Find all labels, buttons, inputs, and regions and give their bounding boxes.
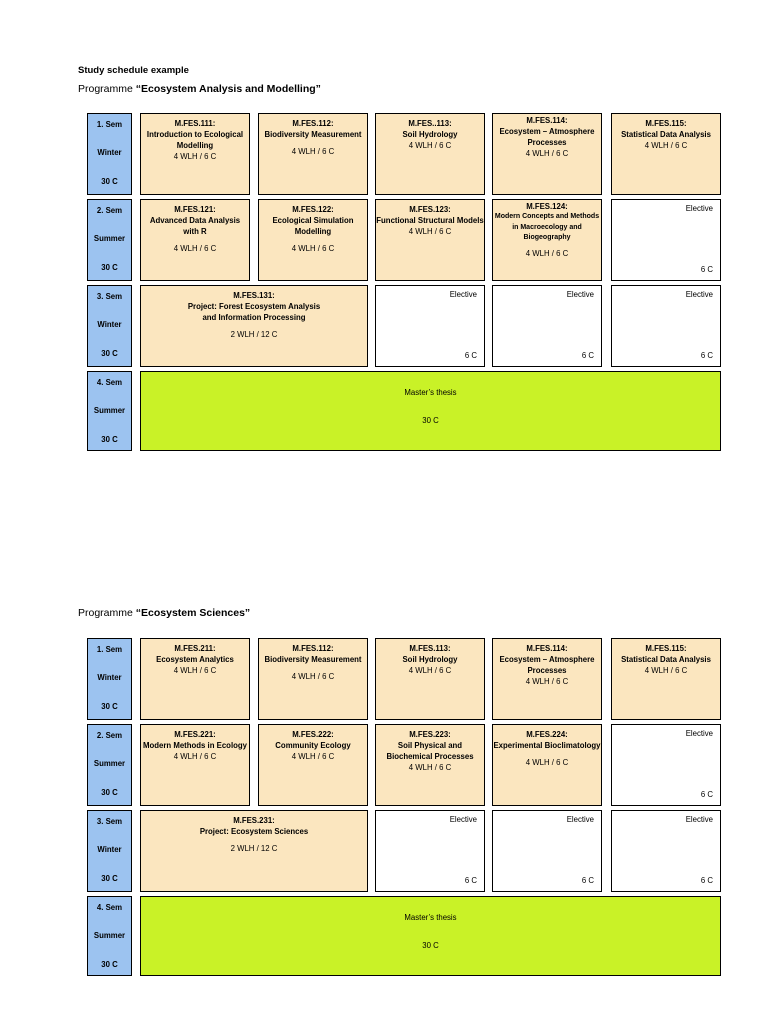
- semester-cell: [87, 896, 132, 976]
- elective-label: Elective: [685, 729, 713, 738]
- thesis-label: Master’s thesis: [404, 913, 457, 922]
- module-cell: [140, 724, 250, 806]
- elective-credits: 6 C: [464, 351, 477, 360]
- semester-label: 2. Sem: [96, 206, 123, 215]
- module-code: M.FES..113:: [408, 119, 452, 128]
- semester-term: Winter: [97, 148, 122, 157]
- module-cell: [492, 724, 602, 806]
- module-code: M.FES.211:: [174, 644, 216, 653]
- module-title: Statistical Data Analysis: [621, 130, 711, 139]
- module-code: M.FES.124:: [526, 202, 568, 211]
- module-code: M.FES.112:: [292, 644, 334, 653]
- module-code: M.FES.222:: [292, 730, 334, 739]
- module-title: Ecological Simulation Modelling: [272, 216, 354, 236]
- semester-credits: 30 C: [101, 349, 118, 358]
- module-code: M.FES.231:: [233, 816, 275, 825]
- programme-name: “Ecosystem Sciences”: [135, 607, 251, 619]
- module-code: M.FES.121:: [174, 205, 216, 214]
- module-cell: [492, 199, 602, 281]
- module-workload: 4 WLH / 6 C: [173, 666, 217, 675]
- module-title: Ecosystem Analytics: [156, 655, 234, 664]
- module-cell: [140, 199, 250, 281]
- programme-prefix: Programme: [78, 607, 136, 619]
- module-workload: 4 WLH / 6 C: [644, 666, 688, 675]
- module-workload: 4 WLH / 6 C: [525, 149, 569, 158]
- module-title: Functional Structural Models: [376, 216, 484, 225]
- module-workload: 4 WLH / 6 C: [525, 677, 569, 686]
- elective-credits: 6 C: [700, 790, 713, 799]
- semester-credits: 30 C: [101, 960, 118, 969]
- module-workload: 4 WLH / 6 C: [173, 244, 217, 253]
- elective-label: Elective: [685, 204, 713, 213]
- module-workload: 4 WLH / 6 C: [291, 244, 335, 253]
- module-cell: [492, 638, 602, 720]
- module-title: Soil Physical and Biochemical Processes: [386, 741, 474, 761]
- semester-term: Winter: [97, 673, 122, 682]
- module-title: Soil Hydrology: [402, 655, 458, 664]
- module-title: Ecosystem – Atmosphere Processes: [499, 655, 595, 675]
- module-cell: [258, 113, 368, 195]
- semester-label: 2. Sem: [96, 731, 123, 740]
- semester-label: 4. Sem: [96, 378, 123, 387]
- module-code: M.FES.115:: [645, 119, 687, 128]
- module-title: Experimental Bioclimatology: [493, 741, 601, 750]
- semester-term: Summer: [93, 406, 126, 415]
- module-code: M.FES.112:: [292, 119, 334, 128]
- programme-name: “Ecosystem Analysis and Modelling”: [135, 83, 321, 95]
- module-title: Biodiversity Measurement: [264, 655, 362, 664]
- semester-term: Summer: [93, 931, 126, 940]
- semester-label: 3. Sem: [96, 292, 123, 301]
- module-title: Biodiversity Measurement: [264, 130, 362, 139]
- module-title: Project: Forest Ecosystem Analysis and Information Processing: [187, 302, 321, 322]
- module-workload: 4 WLH / 6 C: [291, 672, 335, 681]
- elective-cell: [375, 810, 485, 892]
- thesis-credits: 30 C: [422, 416, 439, 425]
- project-module-cell: [140, 285, 368, 367]
- elective-label: Elective: [685, 815, 713, 824]
- module-code: M.FES.115:: [645, 644, 687, 653]
- thesis-credits: 30 C: [422, 941, 439, 950]
- elective-cell: [611, 285, 721, 367]
- module-workload: 4 WLH / 6 C: [408, 763, 452, 772]
- semester-credits: 30 C: [101, 263, 118, 272]
- semester-label: 1. Sem: [96, 645, 123, 654]
- module-code: M.FES.111:: [174, 119, 216, 128]
- module-title: Introduction to Ecological Modelling: [146, 130, 244, 150]
- module-cell: [492, 113, 602, 195]
- module-title: Project: Ecosystem Sciences: [199, 827, 309, 836]
- elective-label: Elective: [449, 815, 477, 824]
- document-heading: Study schedule example: [78, 65, 189, 76]
- elective-cell: [375, 285, 485, 367]
- module-workload: 4 WLH / 6 C: [291, 147, 335, 156]
- module-title: Advanced Data Analysis with R: [149, 216, 241, 236]
- elective-cell: [611, 199, 721, 281]
- thesis-label: Master’s thesis: [404, 388, 457, 397]
- elective-credits: 6 C: [464, 876, 477, 885]
- semester-cell: [87, 113, 132, 195]
- module-code: M.FES.113:: [409, 644, 451, 653]
- module-workload: 4 WLH / 6 C: [408, 141, 452, 150]
- module-cell: [258, 724, 368, 806]
- module-workload: 4 WLH / 6 C: [173, 752, 217, 761]
- module-code: M.FES.114:: [526, 116, 568, 125]
- elective-label: Elective: [566, 290, 594, 299]
- module-cell: [258, 199, 368, 281]
- module-workload: 4 WLH / 6 C: [525, 758, 569, 767]
- elective-cell: [611, 724, 721, 806]
- programme-prefix: Programme: [78, 83, 136, 95]
- module-title: Statistical Data Analysis: [621, 655, 711, 664]
- semester-credits: 30 C: [101, 435, 118, 444]
- module-code: M.FES.131:: [233, 291, 275, 300]
- module-workload: 4 WLH / 6 C: [173, 152, 217, 161]
- module-cell: [611, 113, 721, 195]
- module-title: Community Ecology: [275, 741, 351, 750]
- module-code: M.FES.122:: [292, 205, 334, 214]
- module-title: Modern Methods in Ecology: [143, 741, 247, 750]
- masters-thesis-cell: [140, 371, 721, 451]
- programme-title: [78, 607, 250, 619]
- module-cell: [258, 638, 368, 720]
- module-workload: 2 WLH / 12 C: [230, 330, 278, 339]
- semester-label: 3. Sem: [96, 817, 123, 826]
- semester-credits: 30 C: [101, 788, 118, 797]
- semester-cell: [87, 285, 132, 367]
- elective-cell: [492, 285, 602, 367]
- module-title: Modern Concepts and Methods in Macroecology and Biogeography: [494, 213, 600, 241]
- semester-term: Summer: [93, 759, 126, 768]
- semester-term: Winter: [97, 320, 122, 329]
- programme-title: [78, 83, 321, 95]
- semester-label: 4. Sem: [96, 903, 123, 912]
- module-cell: [375, 199, 485, 281]
- elective-label: Elective: [449, 290, 477, 299]
- module-cell: [375, 113, 485, 195]
- semester-cell: [87, 371, 132, 451]
- elective-credits: 6 C: [581, 351, 594, 360]
- project-module-cell: [140, 810, 368, 892]
- module-cell: [375, 724, 485, 806]
- module-code: M.FES.224:: [526, 730, 568, 739]
- semester-cell: [87, 724, 132, 806]
- semester-credits: 30 C: [101, 874, 118, 883]
- elective-credits: 6 C: [700, 876, 713, 885]
- module-cell: [140, 113, 250, 195]
- elective-cell: [492, 810, 602, 892]
- module-title: Ecosystem – Atmosphere Processes: [499, 127, 595, 147]
- semester-credits: 30 C: [101, 177, 118, 186]
- module-title: Soil Hydrology: [402, 130, 458, 139]
- module-code: M.FES.123:: [409, 205, 451, 214]
- semester-cell: [87, 199, 132, 281]
- semester-cell: [87, 810, 132, 892]
- module-workload: 4 WLH / 6 C: [408, 227, 452, 236]
- elective-credits: 6 C: [700, 265, 713, 274]
- semester-label: 1. Sem: [96, 120, 123, 129]
- module-workload: 2 WLH / 12 C: [230, 844, 278, 853]
- module-workload: 4 WLH / 6 C: [291, 752, 335, 761]
- elective-credits: 6 C: [581, 876, 594, 885]
- masters-thesis-cell: [140, 896, 721, 976]
- semester-term: Summer: [93, 234, 126, 243]
- semester-cell: [87, 638, 132, 720]
- module-code: M.FES.223:: [409, 730, 451, 739]
- module-code: M.FES.114:: [526, 644, 568, 653]
- elective-label: Elective: [566, 815, 594, 824]
- semester-term: Winter: [97, 845, 122, 854]
- module-cell: [611, 638, 721, 720]
- module-code: M.FES.221:: [174, 730, 216, 739]
- module-workload: 4 WLH / 6 C: [525, 248, 569, 258]
- semester-credits: 30 C: [101, 702, 118, 711]
- elective-label: Elective: [685, 290, 713, 299]
- module-cell: [140, 638, 250, 720]
- elective-credits: 6 C: [700, 351, 713, 360]
- module-cell: [375, 638, 485, 720]
- elective-cell: [611, 810, 721, 892]
- module-workload: 4 WLH / 6 C: [408, 666, 452, 675]
- module-workload: 4 WLH / 6 C: [644, 141, 688, 150]
